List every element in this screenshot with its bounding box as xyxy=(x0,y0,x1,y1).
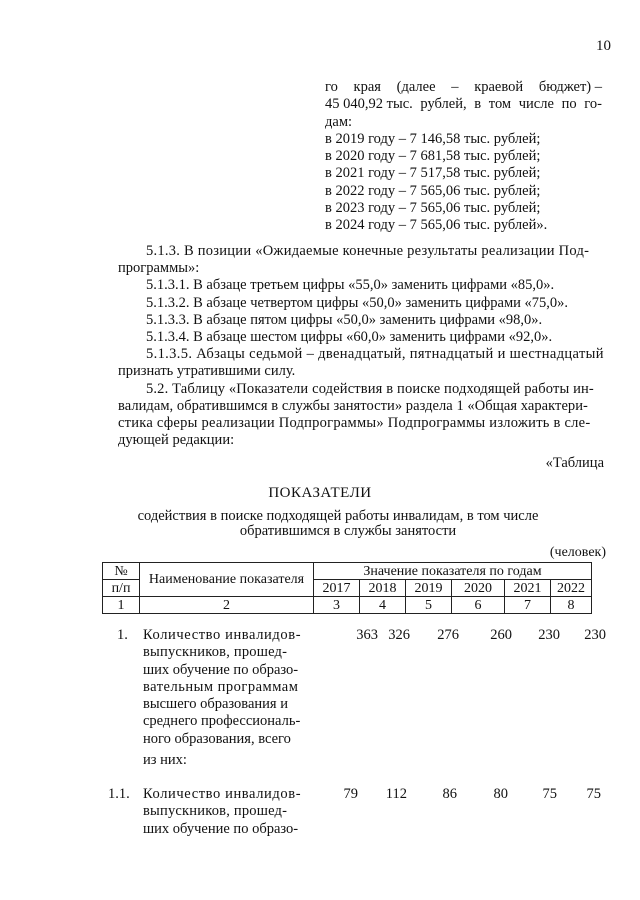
paragraph-line xyxy=(118,415,604,432)
amendment-text xyxy=(118,243,604,449)
paragraph-line xyxy=(118,346,604,363)
budget-year-line: в 2020 году – 7 681,58 тыс. рублей; xyxy=(325,148,541,165)
value-cell: 75 xyxy=(586,786,601,802)
text: 5.2. Таблицу «Показатели содействия в поиске подходящей работы ин- xyxy=(146,380,594,397)
units-label: (человек) xyxy=(549,545,606,560)
paragraph-line: признать утратившими силу. xyxy=(118,363,296,380)
table-subheading xyxy=(0,509,640,539)
col-group-header: Значение показателя по годам xyxy=(314,563,592,580)
word: том xyxy=(488,96,512,113)
value-cell: 80 xyxy=(493,786,508,802)
name-line: среднего профессиональ- xyxy=(143,713,301,730)
paragraph-line: программы»: xyxy=(118,260,200,277)
subheading-line: обратившимся в службы занятости xyxy=(239,523,457,539)
col-no-header: № xyxy=(103,563,140,580)
paragraph-line: 5.1.3.3. В абзаце пятом цифры «50,0» заменить цифрами «98,0». xyxy=(146,311,543,328)
name-line: Количество инвалидов- xyxy=(143,786,302,802)
text: 5.1.3. В позиции «Ожидаемые конечные результаты реализации Под- xyxy=(146,243,590,259)
value-cell: 79 xyxy=(343,786,358,802)
indicator-name xyxy=(143,786,308,838)
word: числе xyxy=(518,96,554,113)
value-cell: 86 xyxy=(442,786,457,802)
subheading-line: содействия в поиске подходящей работы инвалидам, в том числе xyxy=(137,508,539,524)
budget-block xyxy=(325,79,602,235)
value-cell: 230 xyxy=(584,627,606,643)
page-number: 10 xyxy=(596,38,611,54)
budget-line-3: дам: xyxy=(325,113,353,130)
word: в xyxy=(474,96,482,113)
col-number: 3 xyxy=(314,597,360,614)
subitem-label: из них: xyxy=(143,752,187,768)
year-header: 2019 xyxy=(406,580,452,597)
col-number: 5 xyxy=(406,597,452,614)
table-heading: ПОКАЗАТЕЛИ xyxy=(268,485,372,501)
text: стика сферы реализации Подпрограммы» Подпрограммы изложить в сле- xyxy=(118,415,591,432)
name-line: ного образования, всего xyxy=(143,730,291,747)
word: (далее xyxy=(396,79,436,95)
name-line: выпускников, прошед- xyxy=(143,644,288,661)
col-number: 6 xyxy=(452,597,505,614)
word: го- xyxy=(584,96,602,113)
value-cell: 363 xyxy=(356,627,378,643)
budget-line-2 xyxy=(325,96,602,113)
indicator-name xyxy=(143,627,308,748)
word: краевой xyxy=(474,79,524,95)
word: – xyxy=(451,79,459,95)
name-line: ших обучение по образо- xyxy=(143,820,299,837)
budget-year-line: в 2022 году – 7 565,06 тыс. рублей; xyxy=(325,182,541,199)
paragraph-line xyxy=(118,398,604,415)
value-cell: 276 xyxy=(437,627,459,643)
year-header: 2020 xyxy=(452,580,505,597)
name-line: выпускников, прошед- xyxy=(143,803,288,820)
word: бюджет) – xyxy=(538,79,602,95)
value-cell: 112 xyxy=(385,786,407,802)
col-number: 2 xyxy=(140,597,314,614)
year-header: 2021 xyxy=(505,580,551,597)
row-number: 1. xyxy=(117,627,128,643)
paragraph-line: 5.1.3.1. В абзаце третьем цифры «55,0» заменить цифрами «85,0». xyxy=(146,277,555,294)
value-cell: 260 xyxy=(490,627,512,643)
name-line: высшего образования и xyxy=(143,696,288,713)
text: валидам, обратившимся в службы занятости» раздела 1 «Общая характери- xyxy=(118,397,588,414)
col-no-header-2: п/п xyxy=(103,580,140,597)
budget-line-1 xyxy=(325,79,602,96)
text: 5.1.3.5. Абзацы седьмой – двенадцатый, пятнадцатый и шестнадцатый xyxy=(146,346,604,363)
indicator-table-header xyxy=(102,562,592,614)
budget-year-line: в 2019 году – 7 146,58 тыс. рублей; xyxy=(325,130,541,147)
value-cell: 326 xyxy=(388,627,410,643)
word: го xyxy=(325,79,338,95)
paragraph-line: дующей редакции: xyxy=(118,432,235,449)
budget-year-line: в 2023 году – 7 565,06 тыс. рублей; xyxy=(325,200,541,217)
row-number: 1.1. xyxy=(108,786,130,802)
col-number: 7 xyxy=(505,597,551,614)
col-number: 4 xyxy=(360,597,406,614)
name-line: вательным программам xyxy=(143,678,299,695)
word: рублей, xyxy=(420,96,467,113)
name-line: ших обучение по образо- xyxy=(143,661,299,678)
budget-year-line: в 2021 году – 7 517,58 тыс. рублей; xyxy=(325,165,541,182)
year-header: 2017 xyxy=(314,580,360,597)
year-header: 2022 xyxy=(551,580,592,597)
word: края xyxy=(353,79,381,95)
col-number: 1 xyxy=(103,597,140,614)
table-label: «Таблица xyxy=(545,455,604,471)
value-cell: 75 xyxy=(542,786,557,802)
year-header: 2018 xyxy=(360,580,406,597)
word: по xyxy=(561,96,577,113)
word: 45 040,92 тыс. xyxy=(325,96,413,113)
paragraph-line: 5.1.3.2. В абзаце четвертом цифры «50,0» заменить цифрами «75,0». xyxy=(146,294,569,311)
paragraph-line xyxy=(118,381,604,398)
budget-year-line: в 2024 году – 7 565,06 тыс. рублей». xyxy=(325,217,548,234)
value-cell: 230 xyxy=(538,627,560,643)
col-number: 8 xyxy=(551,597,592,614)
paragraph-line: 5.1.3.4. В абзаце шестом цифры «60,0» заменить цифрами «92,0». xyxy=(146,329,553,346)
col-name-header: Наименование показателя xyxy=(140,563,314,597)
paragraph-line xyxy=(118,243,604,260)
name-line: Количество инвалидов- xyxy=(143,627,302,643)
